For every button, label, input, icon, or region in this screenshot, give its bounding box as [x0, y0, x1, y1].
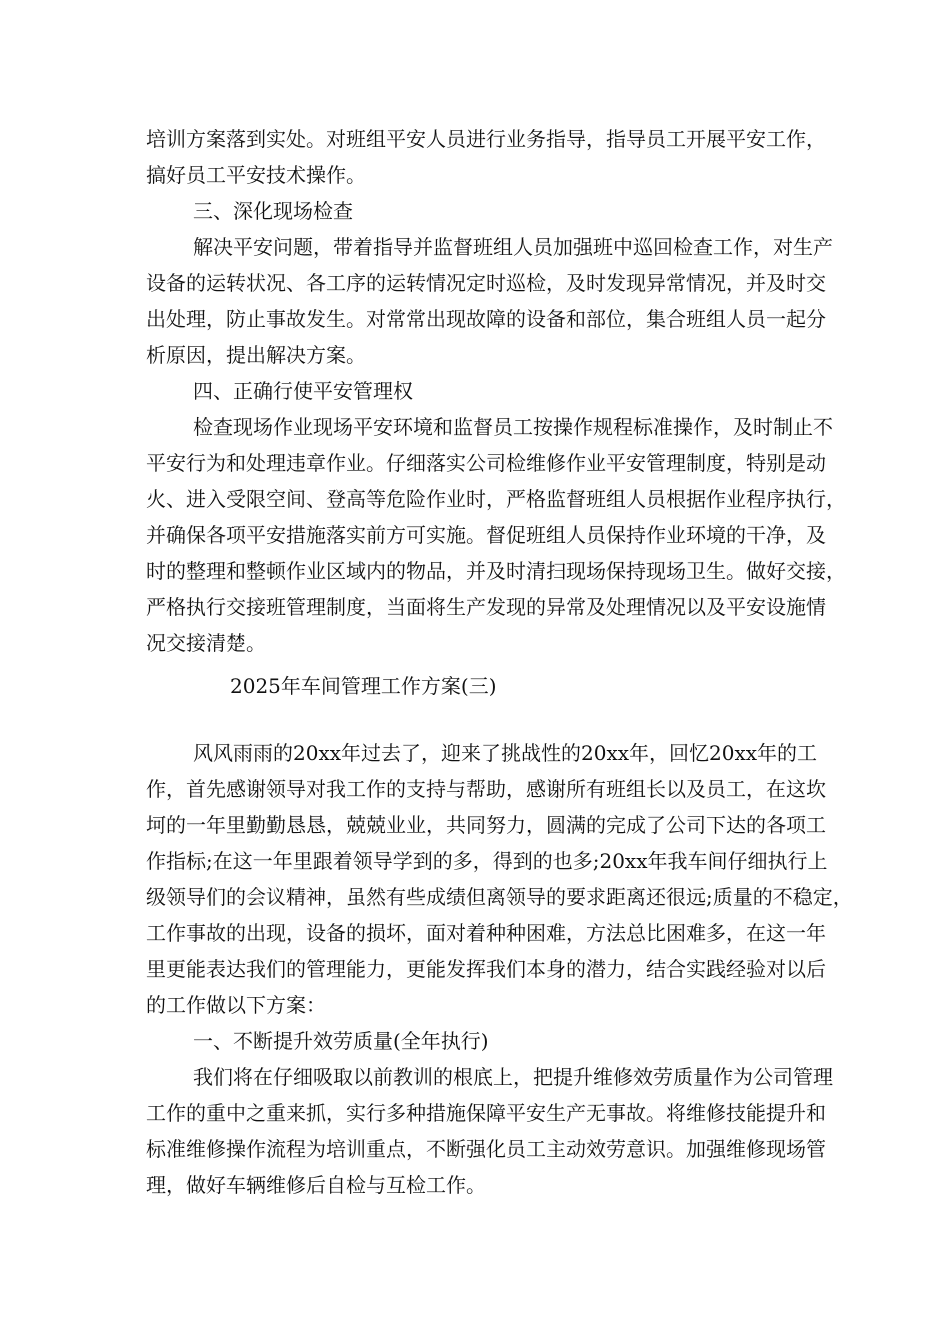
text-line: 并确保各项平安措施落实前方可实施。督促班组人员保持作业环境的干净，及 [146, 523, 826, 547]
text-line: 作，首先感谢领导对我工作的支持与帮助，感谢所有班组长以及员工，在这坎 [146, 777, 826, 801]
text-line: 工作事故的出现，设备的损坏，面对着种种困难，方法总比困难多，在这一年 [146, 921, 826, 945]
text-line: 工作的重中之重来抓，实行多种措施保障平安生产无事故。将维修技能提升和 [146, 1101, 826, 1125]
text-line: 风风雨雨的20xx年过去了，迎来了挑战性的20xx年，回忆20xx年的工 [193, 741, 818, 765]
text-line: 时的整理和整顿作业区域内的物品，并及时清扫现场保持现场卫生。做好交接， [146, 559, 846, 583]
text-line: 出处理，防止事故发生。对常常出现故障的设备和部位，集合班组人员一起分 [146, 307, 826, 331]
text-line: 检查现场作业现场平安环境和监督员工按操作规程标准操作，及时制止不 [193, 415, 833, 439]
section-heading: 四、正确行使平安管理权 [193, 379, 413, 403]
text-line: 标准维修操作流程为培训重点，不断强化员工主动效劳意识。加强维修现场管 [146, 1137, 826, 1161]
text-line: 坷的一年里勤勤恳恳，兢兢业业，共同努力，圆满的完成了公司下达的各项工 [146, 813, 826, 837]
text-line: 级领导们的会议精神，虽然有些成绩但离领导的要求距离还很远;质量的不稳定， [146, 885, 853, 909]
text-line: 的工作做以下方案： [146, 993, 326, 1017]
text-line: 搞好员工平安技术操作。 [146, 163, 366, 187]
text-line: 里更能表达我们的管理能力，更能发挥我们本身的潜力，结合实践经验对以后 [146, 957, 826, 981]
text-line: 理，做好车辆维修后自检与互检工作。 [146, 1173, 486, 1197]
text-line: 我们将在仔细吸取以前教训的根底上，把提升维修效劳质量作为公司管理 [193, 1065, 833, 1089]
text-line: 平安行为和处理违章作业。仔细落实公司检维修作业平安管理制度，特别是动 [146, 451, 826, 475]
document-title: 2025年车间管理工作方案(三) [230, 674, 497, 698]
text-line: 设备的运转状况、各工序的运转情况定时巡检，及时发现异常情况，并及时交 [146, 271, 826, 295]
text-line: 解决平安问题，带着指导并监督班组人员加强班中巡回检查工作，对生产 [193, 235, 833, 259]
section-heading: 一、不断提升效劳质量(全年执行) [193, 1029, 489, 1053]
text-line: 严格执行交接班管理制度，当面将生产发现的异常及处理情况以及平安设施情 [146, 595, 826, 619]
section-heading: 三、深化现场检查 [193, 199, 353, 223]
text-line: 况交接清楚。 [146, 631, 266, 655]
text-line: 作指标;在这一年里跟着领导学到的多，得到的也多;20xx年我车间仔细执行上 [146, 849, 828, 873]
text-line: 火、进入受限空间、登高等危险作业时，严格监督班组人员根据作业程序执行， [146, 487, 846, 511]
text-line: 培训方案落到实处。对班组平安人员进行业务指导，指导员工开展平安工作， [146, 127, 826, 151]
text-line: 析原因，提出解决方案。 [146, 343, 366, 367]
